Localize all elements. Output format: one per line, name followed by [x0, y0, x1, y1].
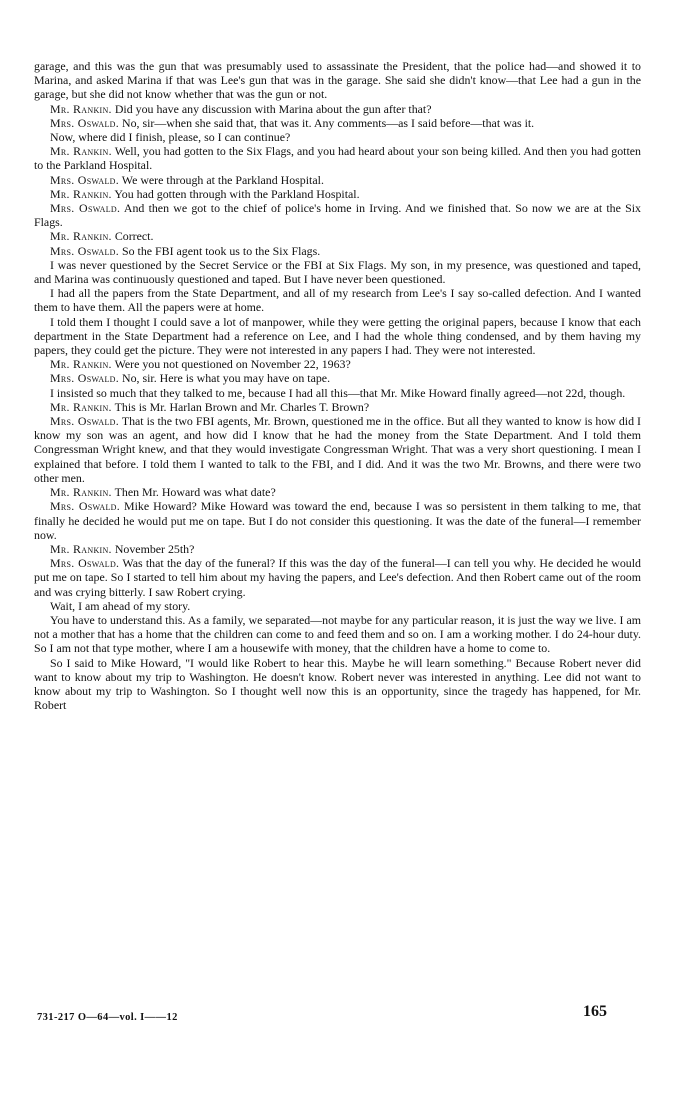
paragraph-text: No, sir. Here is what you may have on tape.: [122, 371, 331, 386]
speaker-label: Mrs. Oswald.: [50, 556, 120, 571]
testimony-paragraph: [34, 499, 641, 542]
testimony-text: [34, 59, 641, 712]
speaker-label: Mrs. Oswald.: [50, 201, 121, 216]
speaker-label: Mr. Rankin.: [50, 144, 112, 159]
testimony-paragraph: [34, 315, 641, 358]
paragraph-text: I was never questioned by the Secret Service or the FBI at Six Flags. My son, in my presence, was questioned and taped, and Marina was continuously questioned and taped. But I have never been questioned.: [34, 257, 641, 287]
testimony-paragraph: [34, 258, 641, 286]
paragraph-text: Wait, I am ahead of my story.: [50, 598, 191, 613]
paragraph-text: I told them I thought I could save a lot of manpower, while they were getting the original papers, because I know that each department in the State Department had a reference on Lee, and I had the whole thing condensed, and by them having my papers, they could get the picture. They were not interested in any papers I had. They were not interested.: [34, 314, 641, 358]
testimony-paragraph: [34, 116, 641, 130]
paragraph-text: No, sir—when she said that, that was it. Any comments—as I said before—that was it.: [122, 115, 535, 130]
testimony-paragraph: [34, 144, 641, 172]
speaker-label: Mrs. Oswald.: [50, 115, 120, 130]
testimony-paragraph: [34, 102, 641, 116]
testimony-paragraph: [34, 286, 641, 314]
paragraph-text: So the FBI agent took us to the Six Flags.: [122, 243, 321, 258]
speaker-label: Mr. Rankin.: [50, 485, 112, 500]
paragraph-text: We were through at the Parkland Hospital.: [121, 172, 324, 187]
paragraph-text: I insisted so much that they talked to me, because I had all this—that Mr. Mike Howard finally agreed—not 22d, though.: [50, 385, 626, 400]
speaker-label: Mrs. Oswald.: [50, 371, 120, 386]
speaker-label: Mr. Rankin.: [50, 357, 112, 372]
speaker-label: Mrs. Oswald.: [50, 499, 121, 514]
paragraph-text: Then Mr. Howard was what date?: [114, 485, 276, 500]
paragraph-text: Well, you had gotten to the Six Flags, and you had heard about your son being killed. And then you had gotten to the Parkland Hospital.: [34, 144, 641, 173]
testimony-paragraph: [34, 59, 641, 102]
paragraph-text: Correct.: [114, 229, 154, 244]
testimony-paragraph: [34, 357, 641, 371]
paragraph-text: Did you have any discussion with Marina about the gun after that?: [114, 101, 432, 116]
testimony-paragraph: [34, 130, 641, 144]
speaker-label: Mr. Rankin.: [50, 541, 112, 556]
paragraph-text: Was that the day of the funeral? If this was the day of the funeral—I can tell you why. He decided he would put me on tape. So I started to tell him about my having the papers, and Lee's defection. And then Robert came out of the room and was crying bitterly. I saw Robert crying.: [34, 556, 641, 599]
speaker-label: Mr. Rankin.: [50, 229, 112, 244]
testimony-paragraph: [34, 613, 641, 656]
paragraph-text: November 25th?: [114, 541, 195, 556]
testimony-paragraph: [34, 187, 641, 201]
testimony-paragraph: [34, 201, 641, 229]
testimony-paragraph: [34, 400, 641, 414]
testimony-paragraph: [34, 599, 641, 613]
paragraph-text: garage, and this was the gun that was presumably used to assassinate the President, that the police had—and showed it to Marina, and asked Marina if that was Lee's gun that was in the garage. She said she didn't know—that Lee had a gun in the garage, but she did not know whether that was the gun or not.: [34, 59, 641, 102]
testimony-paragraph: [34, 244, 641, 258]
paragraph-text: Mike Howard? Mike Howard was toward the end, because I was so persistent in them talking to me, that finally he decided he would put me on tape. But I do not consider this questioning. It was the date of the funeral—I remember now.: [34, 499, 641, 542]
testimony-paragraph: [34, 173, 641, 187]
speaker-label: Mrs. Oswald.: [50, 172, 120, 187]
speaker-label: Mrs. Oswald.: [50, 243, 120, 258]
paragraph-text: Were you not questioned on November 22, 1963?: [114, 357, 351, 372]
paragraph-text: So I said to Mike Howard, "I would like Robert to hear this. Maybe he will learn something." Because Robert never did want to know about my trip to Washington. He doesn't know. Robert never was interested in anything. Lee did not want to know about my trip to Washington. So I thought well now this is an opportunity, since the tragedy has happened, for Mr. Robert: [34, 655, 641, 713]
testimony-paragraph: [34, 656, 641, 713]
testimony-paragraph: [34, 386, 641, 400]
testimony-paragraph: [34, 414, 641, 485]
testimony-paragraph: [34, 485, 641, 499]
speaker-label: Mr. Rankin.: [50, 101, 112, 116]
paragraph-text: That is the two FBI agents, Mr. Brown, questioned me in the office. But all they wanted to know is how did I know my son was an agent, and how did I know that he had the money from the State Department. And I told them Congressman Wright knew, and that they would investigate Congressman Wright. That was a very short questioning. I mean I explained that before. I told them I wanted to talk to the FBI, and I did. And it was the two Mr. Browns, and there were two other men.: [34, 414, 641, 485]
paragraph-text: And then we got to the chief of police's home in Irving. And we finished that. So now we are at the Six Flags.: [34, 201, 641, 230]
testimony-paragraph: [34, 542, 641, 556]
page-number: 165: [583, 1003, 607, 1020]
speaker-label: Mrs. Oswald.: [50, 414, 120, 429]
print-code: 731-217 O—64—vol. I——12: [37, 1012, 178, 1023]
paragraph-text: You have to understand this. As a family, we separated—not maybe for any particular reason, it is just the way we live. I am not a mother that has a home that the children can come to and feed them and so on. I am a working mother. I do 24-hour duty. So I am not that type mother, where I am a housewife with money, that the children have a home to come to.: [34, 612, 641, 656]
speaker-label: Mr. Rankin.: [50, 399, 112, 414]
paragraph-text: I had all the papers from the State Department, and all of my research from Lee's I say so-called defection. And I wanted them to have them. All the papers were at home.: [34, 286, 641, 315]
paragraph-text: Now, where did I finish, please, so I can continue?: [50, 130, 291, 145]
testimony-paragraph: [34, 229, 641, 243]
paragraph-text: This is Mr. Harlan Brown and Mr. Charles T. Brown?: [114, 399, 370, 414]
testimony-paragraph: [34, 371, 641, 385]
speaker-label: Mr. Rankin.: [50, 186, 112, 201]
testimony-paragraph: [34, 556, 641, 599]
paragraph-text: You had gotten through with the Parkland Hospital.: [114, 186, 360, 201]
